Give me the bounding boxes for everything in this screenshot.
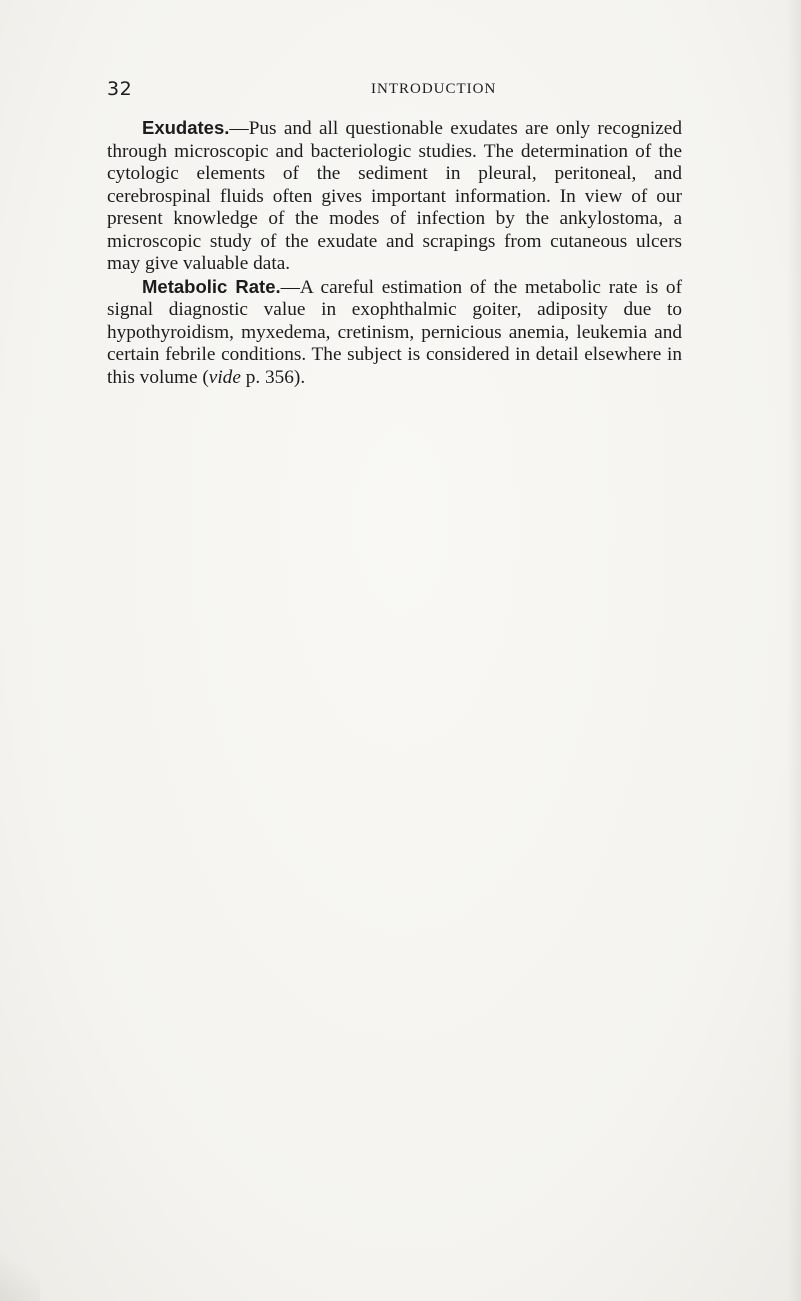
paragraph-exudates [107,117,682,276]
page-header [107,78,685,106]
page-corner-shade [0,1241,40,1301]
paragraph-heading: Exudates. [142,117,230,138]
paragraph-text: —A careful estimation of the metabolic rate is of signal diagnostic value in exophthalmic goiter, adiposity due to hypothyroidism, myxedema, cretinism, pernicious anemia, leukemia and certain febrile conditions. The subject is considered in detail elsewhere in this volume ( [107,276,682,388]
paragraph-text: —Pus and all questionable exudates are only recognized through microscopic and bacteriologic studies. The determination of the cytologic elements of the sediment in pleural, peritoneal, and cerebrospinal fluids often gives important information. In view of our present knowledge of the modes of infection by the ankylostoma, a microscopic study of the exudate and scrapings from cutaneous ulcers may give valuable data. [107,118,682,274]
paragraph-text-tail: p. 356). [240,366,306,388]
running-head: INTRODUCTION [371,81,497,97]
paragraph-metabolic-rate [107,276,682,390]
body-text [107,117,682,389]
italic-reference: vide [208,366,241,388]
page-edge-shadow [787,0,801,1301]
page-number: 32 [107,78,133,100]
paragraph-heading: Metabolic Rate. [142,275,281,297]
